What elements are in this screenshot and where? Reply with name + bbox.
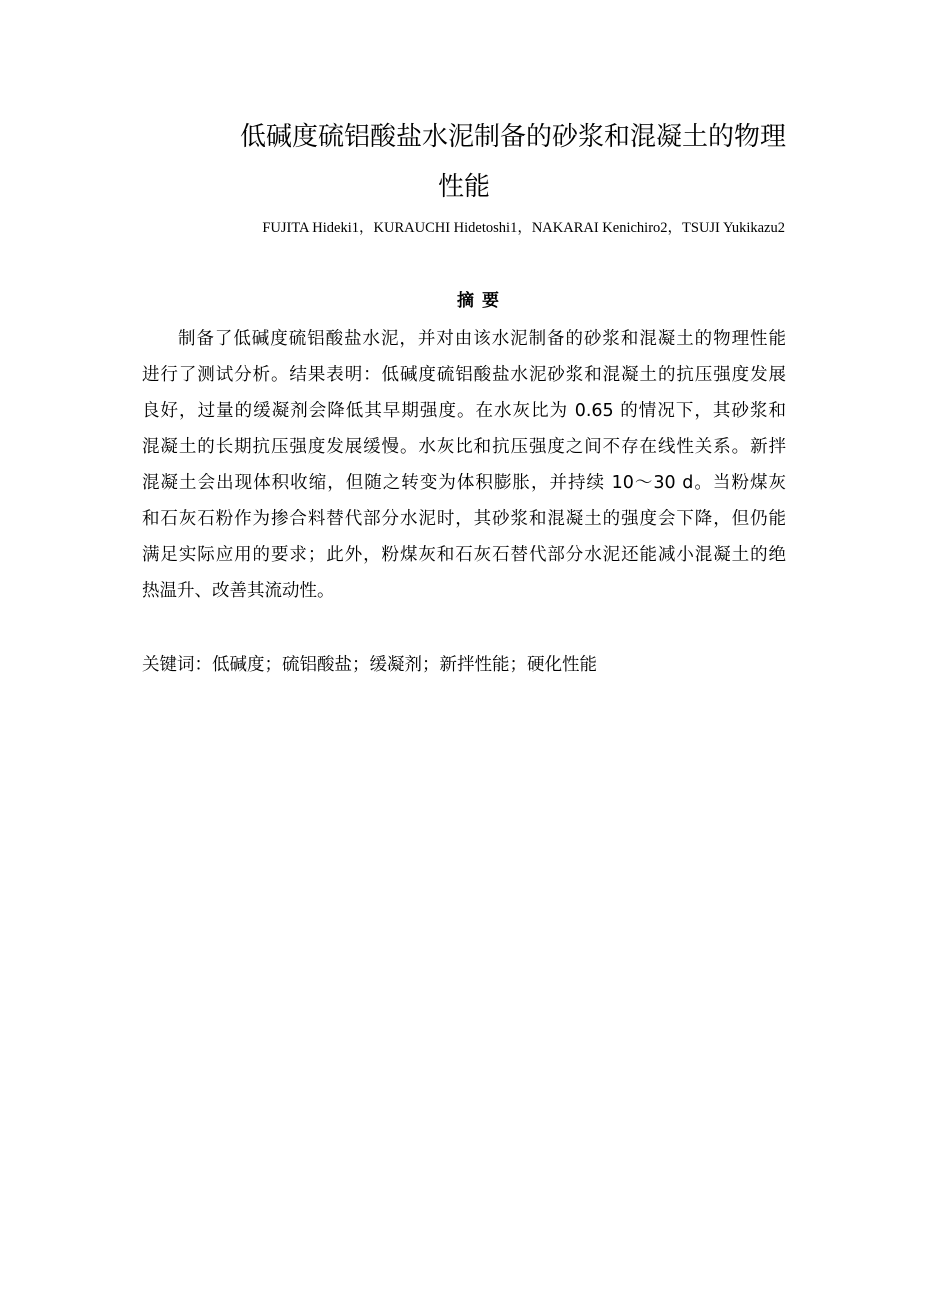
abstract-body: [142, 321, 786, 609]
abstract-line: 满足实际应用的要求；此外，粉煤灰和石灰石替代部分水泥还能减小混凝土的绝: [142, 545, 786, 565]
author-list: FUJITA Hideki1，KURAUCHI Hidetoshi1，NAKARAI Kenichiro2，TSUJI Yukikazu2: [262, 220, 785, 236]
paper-title-line-1: 低碱度硫铝酸盐水泥制备的砂浆和混凝土的物理: [239, 122, 786, 152]
paper-title: [142, 112, 786, 212]
abstract-line: 良好，过量的缓凝剂会降低其早期强度。在水灰比为 0.65 的情况下，其砂浆和: [142, 401, 786, 421]
abstract-heading: 摘要: [457, 291, 507, 311]
abstract-line: 和石灰石粉作为掺合料替代部分水泥时，其砂浆和混凝土的强度会下降，但仍能: [142, 509, 786, 529]
abstract-line: 进行了测试分析。结果表明：低碱度硫铝酸盐水泥砂浆和混凝土的抗压强度发展: [142, 365, 786, 385]
abstract-line: 混凝土会出现体积收缩，但随之转变为体积膨胀，并持续 10～30 d。当粉煤灰: [142, 473, 786, 493]
paper-title-line-2: 性能: [437, 172, 490, 202]
abstract-line: 制备了低碱度硫铝酸盐水泥，并对由该水泥制备的砂浆和混凝土的物理性能: [178, 329, 786, 349]
keywords: 关键词：低碱度；硫铝酸盐；缓凝剂；新拌性能；硬化性能: [142, 655, 597, 675]
abstract-line: 混凝土的长期抗压强度发展缓慢。水灰比和抗压强度之间不存在线性关系。新拌: [142, 437, 786, 457]
abstract-line: 热温升、改善其流动性。: [142, 581, 335, 601]
